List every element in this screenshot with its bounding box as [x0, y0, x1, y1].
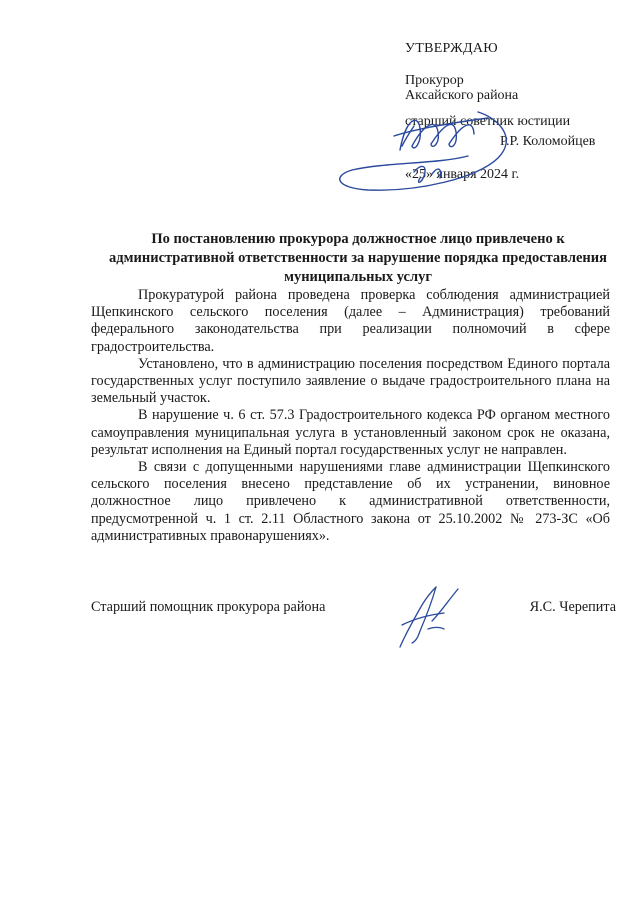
- paragraph: Прокуратурой района проведена проверка соблюдения администрацией Щепкинского сельского поселения (далее – Администрация) требований федерального законодательства при реализации полномочий в сфере градостроительства.: [91, 287, 610, 355]
- document-body: [91, 287, 610, 545]
- approver-name: Р.Р. Коломойцев: [500, 134, 596, 149]
- paragraph: В связи с допущенными нарушениями главе администрации Щепкинского сельского поселения внесено представление об их устранении, виновное должностное лицо привлечено к административной ответственности, предусмотренной ч. 1 ст. 2.11 Областного закона от 25.10.2002 № 273-ЗС «Об административных правонарушениях».: [91, 459, 610, 544]
- paragraph: Установлено, что в администрацию поселения посредством Единого портала государственных услуг поступило заявление о выдаче градостроительного плана на земельный участок.: [91, 355, 610, 407]
- approval-title: УТВЕРЖДАЮ: [405, 41, 498, 56]
- paragraph: В нарушение ч. 6 ст. 57.3 Градостроительного кодекса РФ органом местного самоуправления муниципальная услуга в установленный законом срок не оказана, результат исполнения на Единый портал государственных услуг не направлен.: [91, 407, 610, 458]
- assistant-signature: [392, 583, 462, 651]
- approval-date: «25» января 2024 г.: [405, 167, 520, 182]
- document-heading: По постановлению прокурора должностное лицо привлечено к административной ответственности за нарушение порядка предоставления муниципальных услуг: [109, 231, 607, 285]
- approver-rank: старший советник юстиции: [405, 114, 571, 129]
- signer-name: Я.С. Черепита: [529, 599, 616, 615]
- signer-position: Старший помощник прокурора района: [91, 599, 326, 615]
- approver-position: Прокурор: [405, 73, 464, 88]
- approver-district: Аксайского района: [405, 88, 519, 103]
- approver-signature: [328, 88, 528, 198]
